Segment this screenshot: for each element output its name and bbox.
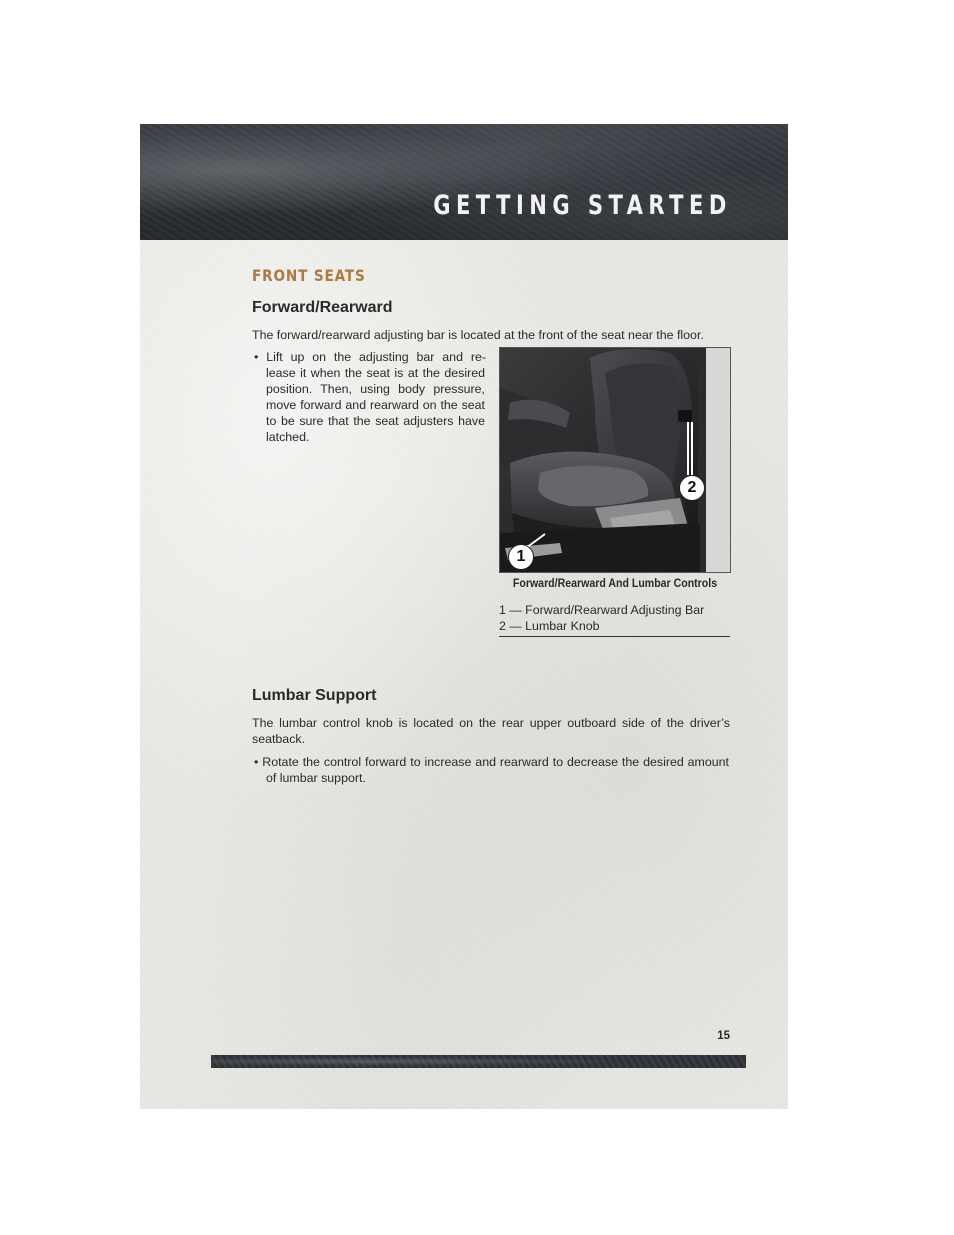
legend-item: 2 — Lumbar Knob [499, 619, 600, 633]
legend-item: 1 — Forward/Rearward Adjusting Bar [499, 603, 705, 617]
lumbar-support-heading: Lumbar Support [252, 687, 377, 704]
bullet-line: • Lift up on the adjusting bar and re- [254, 350, 486, 364]
bullet-line: lease it when the seat is at the desired [266, 366, 485, 380]
chapter-title: GETTING STARTED [433, 190, 732, 221]
lumbar-intro: The lumbar control knob is located on the rear upper outboard side of the driver’s seatback. [252, 716, 730, 746]
bullet-line: position. Then, using body pressure, [266, 382, 485, 396]
manual-page [140, 124, 788, 1109]
forward-rearward-heading: Forward/Rearward [252, 299, 393, 316]
footer-bar [211, 1055, 746, 1068]
callout-1: 1 [508, 544, 534, 570]
bullet-line: to be sure that the seat adjusters have [266, 414, 485, 428]
forward-rearward-intro: The forward/rearward adjusting bar is located at the front of the seat near the floor. [252, 328, 704, 342]
section-title: FRONT SEATS [252, 266, 366, 285]
bullet-line: move forward and rearward on the seat [266, 398, 485, 412]
seat-illustration [500, 348, 730, 572]
callout-2: 2 [679, 475, 705, 501]
lumbar-bullet: • Rotate the control forward to increase and rearward to decrease the desired amount of lumbar support. [254, 755, 729, 785]
bullet-line: latched. [266, 430, 310, 444]
chapter-header-banner [140, 124, 788, 240]
figure-caption: Forward/Rearward And Lumbar Controls [512, 578, 718, 590]
figure-legend [499, 602, 730, 637]
page-number: 15 [717, 1030, 730, 1042]
seat-controls-photo [499, 347, 731, 573]
